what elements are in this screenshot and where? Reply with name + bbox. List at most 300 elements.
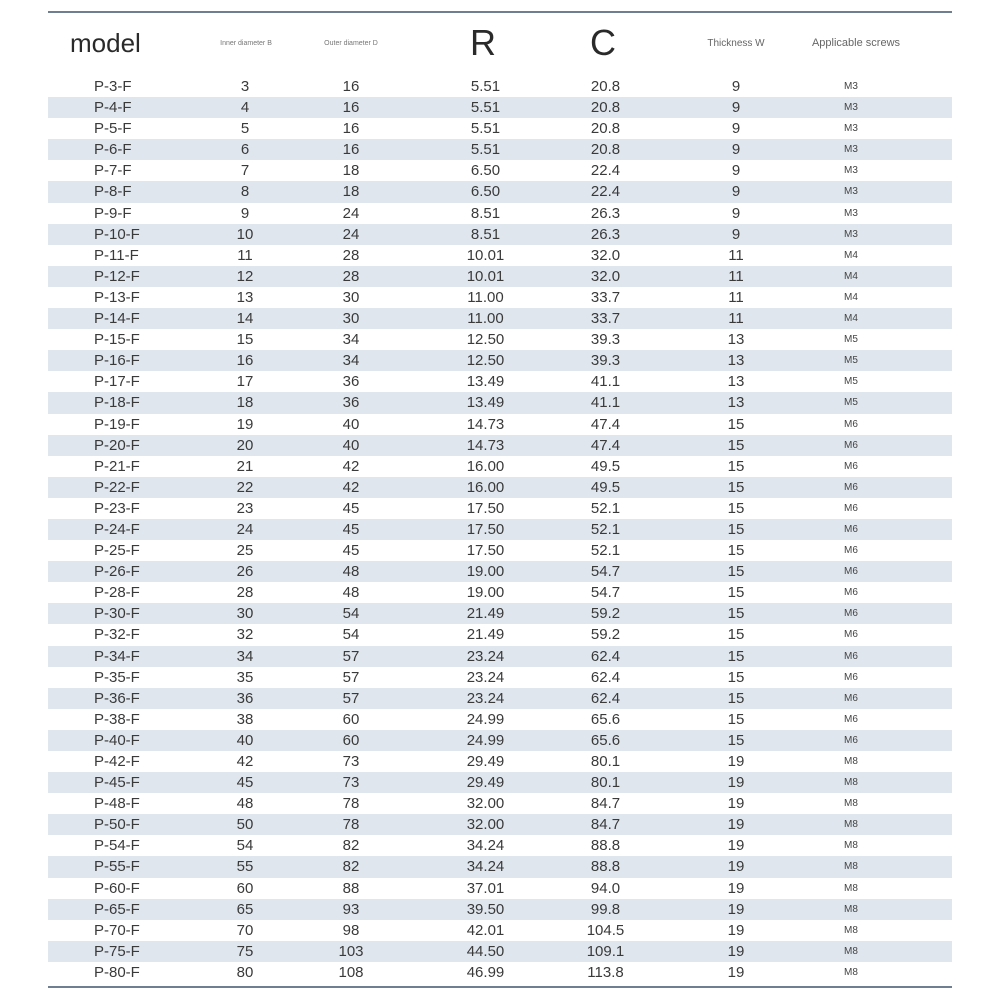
- cell-r: 32.00: [466, 816, 505, 834]
- cell-model: P-65-F: [94, 900, 140, 918]
- cell-c: 22.4: [590, 162, 621, 180]
- cell-outer-diameter: 45: [342, 542, 360, 560]
- cell-screw: M6: [844, 566, 858, 578]
- cell-c: 113.8: [587, 963, 624, 981]
- table-row: [48, 519, 952, 540]
- cell-r: 17.50: [466, 542, 505, 560]
- cell-screw: M6: [844, 734, 858, 746]
- cell-outer-diameter: 45: [342, 499, 360, 517]
- cell-model: P-21-F: [94, 457, 140, 475]
- cell-model: P-45-F: [94, 774, 140, 792]
- cell-outer-diameter: 18: [342, 162, 360, 180]
- header-thickness: Thickness W: [707, 37, 765, 49]
- cell-r: 17.50: [466, 520, 505, 538]
- cell-c: 65.6: [590, 710, 621, 728]
- cell-r: 8.51: [470, 225, 501, 243]
- header-applicable-screws: Applicable screws: [811, 37, 901, 49]
- cell-thickness: 15: [727, 647, 745, 665]
- cell-thickness: 13: [727, 394, 745, 412]
- table-row: [48, 730, 952, 751]
- cell-c: 52.1: [590, 499, 621, 517]
- table-row: [48, 118, 952, 139]
- cell-screw: M3: [844, 144, 858, 156]
- table-row: [48, 646, 952, 667]
- cell-thickness: 13: [727, 352, 745, 370]
- cell-r: 14.73: [466, 415, 505, 433]
- cell-thickness: 19: [727, 774, 745, 792]
- cell-c: 33.7: [590, 310, 621, 328]
- table-row: [48, 667, 952, 688]
- cell-model: P-13-F: [94, 288, 140, 306]
- table-row: [48, 139, 952, 160]
- cell-outer-diameter: 24: [342, 225, 360, 243]
- cell-thickness: 11: [728, 267, 744, 285]
- cell-thickness: 15: [727, 478, 745, 496]
- cell-outer-diameter: 30: [342, 288, 360, 306]
- cell-inner-diameter: 75: [236, 942, 254, 960]
- cell-model: P-28-F: [94, 584, 140, 602]
- cell-inner-diameter: 34: [236, 647, 254, 665]
- cell-screw: M6: [844, 713, 858, 725]
- cell-screw: M4: [844, 249, 858, 261]
- cell-screw: M4: [844, 313, 858, 325]
- cell-c: 94.0: [590, 879, 621, 897]
- cell-r: 10.01: [466, 246, 505, 264]
- table-row: [48, 287, 952, 308]
- cell-model: P-22-F: [94, 478, 140, 496]
- cell-outer-diameter: 73: [342, 753, 360, 770]
- cell-inner-diameter: 60: [236, 879, 254, 897]
- cell-outer-diameter: 108: [338, 963, 364, 981]
- cell-screw: M4: [844, 291, 858, 303]
- table-row: [48, 540, 952, 561]
- cell-thickness: 15: [727, 457, 745, 475]
- table-row: [48, 329, 952, 350]
- cell-screw: M3: [844, 81, 858, 92]
- cell-inner-diameter: 7: [240, 162, 250, 180]
- cell-c: 47.4: [590, 415, 621, 433]
- cell-inner-diameter: 54: [236, 837, 254, 855]
- table-row: [48, 97, 952, 118]
- cell-screw: M6: [844, 692, 858, 704]
- cell-outer-diameter: 93: [342, 900, 360, 918]
- cell-thickness: 9: [731, 204, 741, 222]
- cell-model: P-17-F: [94, 373, 140, 391]
- cell-c: 26.3: [590, 204, 621, 222]
- cell-model: P-42-F: [94, 753, 140, 770]
- cell-c: 47.4: [590, 436, 621, 454]
- cell-c: 49.5: [590, 457, 621, 475]
- table-row: [48, 624, 952, 645]
- cell-inner-diameter: 20: [236, 436, 254, 454]
- cell-model: P-75-F: [94, 942, 140, 960]
- cell-inner-diameter: 11: [237, 246, 253, 264]
- cell-model: P-80-F: [94, 963, 140, 981]
- cell-inner-diameter: 35: [236, 668, 254, 686]
- cell-thickness: 19: [727, 900, 745, 918]
- cell-outer-diameter: 57: [342, 668, 360, 686]
- cell-inner-diameter: 22: [236, 478, 254, 496]
- cell-model: P-55-F: [94, 858, 140, 876]
- cell-outer-diameter: 45: [342, 520, 360, 538]
- cell-outer-diameter: 34: [342, 352, 360, 370]
- table-row: [48, 688, 952, 709]
- cell-r: 39.50: [466, 900, 505, 918]
- cell-c: 80.1: [590, 753, 621, 770]
- cell-thickness: 11: [728, 246, 744, 264]
- cell-r: 11.00: [467, 288, 504, 306]
- cell-c: 109.1: [586, 942, 625, 960]
- cell-thickness: 19: [727, 942, 745, 960]
- cell-thickness: 15: [727, 731, 745, 749]
- cell-inner-diameter: 26: [236, 563, 254, 581]
- cell-inner-diameter: 13: [236, 288, 254, 306]
- cell-model: P-19-F: [94, 415, 140, 433]
- cell-r: 32.00: [466, 795, 505, 813]
- cell-inner-diameter: 70: [236, 921, 254, 939]
- cell-thickness: 19: [727, 795, 745, 813]
- cell-inner-diameter: 42: [236, 753, 254, 770]
- cell-outer-diameter: 60: [342, 731, 360, 749]
- spec-table: [48, 76, 952, 983]
- table-row: [48, 498, 952, 519]
- cell-outer-diameter: 54: [342, 605, 360, 623]
- cell-screw: M6: [844, 629, 858, 641]
- cell-model: P-14-F: [94, 310, 140, 328]
- cell-inner-diameter: 24: [236, 520, 254, 538]
- cell-model: P-16-F: [94, 352, 140, 370]
- cell-screw: M8: [844, 756, 858, 767]
- cell-r: 5.51: [470, 78, 501, 95]
- cell-inner-diameter: 80: [236, 963, 254, 981]
- cell-model: P-10-F: [94, 225, 140, 243]
- cell-model: P-38-F: [94, 710, 140, 728]
- table-row: [48, 435, 952, 456]
- cell-inner-diameter: 12: [236, 267, 254, 285]
- cell-outer-diameter: 30: [342, 310, 360, 328]
- cell-screw: M6: [844, 587, 858, 599]
- cell-screw: M3: [844, 165, 858, 177]
- table-row: [48, 414, 952, 435]
- cell-thickness: 19: [727, 816, 745, 834]
- cell-outer-diameter: 48: [342, 563, 360, 581]
- cell-screw: M6: [844, 671, 858, 683]
- table-row: [48, 181, 952, 202]
- cell-r: 23.24: [466, 668, 505, 686]
- cell-model: P-11-F: [94, 246, 139, 264]
- cell-thickness: 19: [727, 879, 745, 897]
- cell-thickness: 15: [727, 436, 745, 454]
- cell-thickness: 15: [727, 415, 745, 433]
- cell-c: 62.4: [590, 689, 621, 707]
- cell-screw: M8: [844, 903, 858, 915]
- cell-thickness: 15: [727, 542, 745, 560]
- cell-inner-diameter: 3: [240, 78, 250, 95]
- cell-model: P-6-F: [94, 141, 132, 159]
- cell-inner-diameter: 36: [236, 689, 254, 707]
- cell-inner-diameter: 9: [240, 204, 250, 222]
- cell-outer-diameter: 73: [342, 774, 360, 792]
- cell-r: 21.49: [466, 626, 505, 644]
- cell-thickness: 15: [727, 584, 745, 602]
- table-row: [48, 203, 952, 224]
- cell-c: 84.7: [590, 795, 621, 813]
- cell-thickness: 9: [731, 183, 741, 201]
- cell-thickness: 11: [728, 310, 744, 328]
- cell-r: 44.50: [466, 942, 505, 960]
- cell-thickness: 19: [727, 858, 745, 876]
- cell-model: P-26-F: [94, 563, 140, 581]
- table-row: [48, 920, 952, 941]
- cell-r: 17.50: [466, 499, 505, 517]
- cell-outer-diameter: 42: [342, 457, 360, 475]
- cell-r: 34.24: [466, 858, 505, 876]
- cell-thickness: 15: [727, 710, 745, 728]
- table-row: [48, 371, 952, 392]
- cell-outer-diameter: 82: [342, 837, 360, 855]
- cell-r: 23.24: [466, 647, 505, 665]
- cell-screw: M6: [844, 418, 858, 430]
- cell-inner-diameter: 45: [236, 774, 254, 792]
- cell-screw: M8: [844, 882, 858, 894]
- cell-outer-diameter: 18: [342, 183, 360, 201]
- cell-screw: M8: [844, 798, 858, 810]
- cell-r: 29.49: [466, 753, 505, 770]
- cell-thickness: 9: [731, 120, 741, 138]
- cell-model: P-35-F: [94, 668, 140, 686]
- cell-screw: M5: [844, 355, 858, 367]
- cell-outer-diameter: 28: [342, 246, 360, 264]
- cell-r: 5.51: [470, 141, 501, 159]
- cell-c: 54.7: [590, 584, 621, 602]
- cell-r: 19.00: [466, 584, 505, 602]
- cell-screw: M3: [844, 207, 858, 219]
- cell-c: 20.8: [590, 99, 621, 117]
- cell-model: P-70-F: [94, 921, 140, 939]
- cell-thickness: 15: [727, 563, 745, 581]
- cell-screw: M6: [844, 439, 858, 451]
- cell-screw: M8: [844, 966, 858, 978]
- cell-screw: M8: [844, 924, 858, 936]
- cell-model: P-25-F: [94, 542, 140, 560]
- table-row: [48, 266, 952, 287]
- table-row: [48, 772, 952, 793]
- cell-model: P-30-F: [94, 605, 140, 623]
- cell-screw: M4: [844, 270, 858, 282]
- cell-r: 12.50: [466, 352, 505, 370]
- table-row: [48, 392, 952, 413]
- cell-model: P-12-F: [94, 267, 140, 285]
- cell-outer-diameter: 48: [342, 584, 360, 602]
- header-c: C: [590, 22, 616, 63]
- cell-c: 80.1: [590, 774, 621, 792]
- cell-c: 99.8: [590, 900, 621, 918]
- table-row: [48, 224, 952, 245]
- cell-model: P-34-F: [94, 647, 140, 665]
- cell-thickness: 9: [731, 141, 741, 159]
- cell-model: P-20-F: [94, 436, 140, 454]
- cell-inner-diameter: 30: [236, 605, 254, 623]
- cell-thickness: 13: [727, 373, 745, 391]
- cell-c: 39.3: [590, 352, 621, 370]
- cell-r: 24.99: [466, 710, 505, 728]
- cell-model: P-4-F: [94, 99, 132, 117]
- cell-model: P-5-F: [94, 120, 132, 138]
- cell-screw: M5: [844, 334, 858, 346]
- cell-inner-diameter: 25: [236, 542, 254, 560]
- cell-c: 88.8: [590, 858, 621, 876]
- cell-outer-diameter: 98: [342, 921, 360, 939]
- cell-outer-diameter: 16: [342, 99, 360, 117]
- cell-c: 32.0: [590, 246, 621, 264]
- cell-r: 34.24: [466, 837, 505, 855]
- cell-model: P-40-F: [94, 731, 140, 749]
- cell-c: 65.6: [590, 731, 621, 749]
- header-r: R: [470, 22, 496, 63]
- cell-outer-diameter: 57: [342, 647, 360, 665]
- cell-r: 5.51: [470, 120, 501, 138]
- cell-thickness: 9: [731, 225, 741, 243]
- cell-outer-diameter: 16: [342, 78, 360, 95]
- table-row: [48, 709, 952, 730]
- table-row: [48, 160, 952, 181]
- cell-thickness: 19: [727, 753, 745, 770]
- cell-c: 41.1: [590, 373, 621, 391]
- cell-thickness: 19: [727, 963, 745, 981]
- cell-thickness: 13: [727, 331, 745, 349]
- cell-inner-diameter: 65: [236, 900, 254, 918]
- table-row: [48, 835, 952, 856]
- cell-c: 33.7: [590, 288, 621, 306]
- cell-model: P-18-F: [94, 394, 140, 412]
- cell-c: 59.2: [590, 605, 621, 623]
- cell-screw: M8: [844, 840, 858, 852]
- cell-screw: M3: [844, 123, 858, 135]
- cell-r: 21.49: [466, 605, 505, 623]
- cell-thickness: 9: [731, 162, 741, 180]
- cell-outer-diameter: 24: [342, 204, 360, 222]
- table-row: [48, 603, 952, 624]
- cell-screw: M6: [844, 608, 858, 620]
- cell-model: P-23-F: [94, 499, 140, 517]
- bottom-divider: [48, 986, 952, 988]
- cell-c: 59.2: [590, 626, 621, 644]
- cell-outer-diameter: 82: [342, 858, 360, 876]
- cell-c: 26.3: [590, 225, 621, 243]
- cell-r: 29.49: [466, 774, 505, 792]
- cell-outer-diameter: 60: [342, 710, 360, 728]
- header-outer-diameter: Outer diameter D: [324, 39, 378, 47]
- cell-outer-diameter: 40: [342, 415, 360, 433]
- cell-outer-diameter: 78: [342, 795, 360, 813]
- table-row: [48, 878, 952, 899]
- cell-screw: M5: [844, 376, 858, 388]
- cell-outer-diameter: 88: [342, 879, 360, 897]
- cell-outer-diameter: 103: [338, 942, 364, 960]
- cell-r: 19.00: [466, 563, 505, 581]
- cell-r: 5.51: [470, 99, 501, 117]
- cell-inner-diameter: 23: [236, 499, 254, 517]
- cell-c: 104.5: [586, 921, 625, 939]
- cell-thickness: 9: [731, 78, 741, 95]
- cell-inner-diameter: 10: [236, 225, 254, 243]
- cell-inner-diameter: 40: [236, 731, 254, 749]
- cell-outer-diameter: 40: [342, 436, 360, 454]
- cell-inner-diameter: 18: [236, 394, 254, 412]
- cell-r: 42.01: [466, 921, 505, 939]
- cell-r: 16.00: [466, 478, 505, 496]
- cell-c: 62.4: [590, 668, 621, 686]
- table-row: [48, 962, 952, 983]
- table-row: [48, 561, 952, 582]
- table-row: [48, 814, 952, 835]
- cell-thickness: 9: [731, 99, 741, 117]
- cell-inner-diameter: 32: [236, 626, 254, 644]
- cell-thickness: 19: [727, 921, 745, 939]
- cell-c: 52.1: [590, 520, 621, 538]
- cell-inner-diameter: 55: [236, 858, 254, 876]
- table-row: [48, 308, 952, 329]
- cell-model: P-36-F: [94, 689, 140, 707]
- cell-r: 11.00: [467, 310, 504, 328]
- cell-thickness: 15: [727, 520, 745, 538]
- cell-thickness: 15: [727, 605, 745, 623]
- cell-r: 14.73: [466, 436, 505, 454]
- cell-r: 10.01: [466, 267, 505, 285]
- table-row: [48, 793, 952, 814]
- cell-outer-diameter: 34: [342, 331, 360, 349]
- cell-thickness: 15: [727, 499, 745, 517]
- cell-outer-diameter: 28: [342, 267, 360, 285]
- table-row: [48, 582, 952, 603]
- cell-outer-diameter: 16: [342, 141, 360, 159]
- cell-c: 84.7: [590, 816, 621, 834]
- cell-thickness: 11: [728, 288, 744, 306]
- cell-c: 22.4: [590, 183, 621, 201]
- cell-r: 46.99: [466, 963, 505, 981]
- cell-c: 54.7: [590, 563, 621, 581]
- cell-c: 39.3: [590, 331, 621, 349]
- cell-r: 23.24: [466, 689, 505, 707]
- cell-inner-diameter: 15: [236, 331, 254, 349]
- cell-screw: M6: [844, 460, 858, 472]
- cell-model: P-24-F: [94, 520, 140, 538]
- cell-screw: M8: [844, 819, 858, 831]
- cell-c: 52.1: [590, 542, 621, 560]
- cell-model: P-15-F: [94, 331, 140, 349]
- cell-model: P-3-F: [94, 78, 132, 95]
- cell-outer-diameter: 54: [342, 626, 360, 644]
- cell-model: P-7-F: [94, 162, 132, 180]
- cell-c: 62.4: [590, 647, 621, 665]
- table-row: [48, 856, 952, 877]
- cell-model: P-8-F: [94, 183, 132, 201]
- cell-screw: M3: [844, 186, 858, 198]
- cell-r: 6.50: [470, 162, 501, 180]
- cell-thickness: 19: [727, 837, 745, 855]
- header-model: model: [70, 27, 141, 58]
- cell-inner-diameter: 48: [236, 795, 254, 813]
- cell-model: P-48-F: [94, 795, 140, 813]
- table-row: [48, 245, 952, 266]
- cell-outer-diameter: 36: [342, 373, 360, 391]
- cell-inner-diameter: 5: [240, 120, 250, 138]
- cell-screw: M5: [844, 397, 858, 409]
- cell-screw: M6: [844, 502, 858, 514]
- header-inner-diameter: Inner diameter B: [220, 39, 272, 47]
- cell-r: 13.49: [466, 373, 505, 391]
- cell-screw: M3: [844, 102, 858, 114]
